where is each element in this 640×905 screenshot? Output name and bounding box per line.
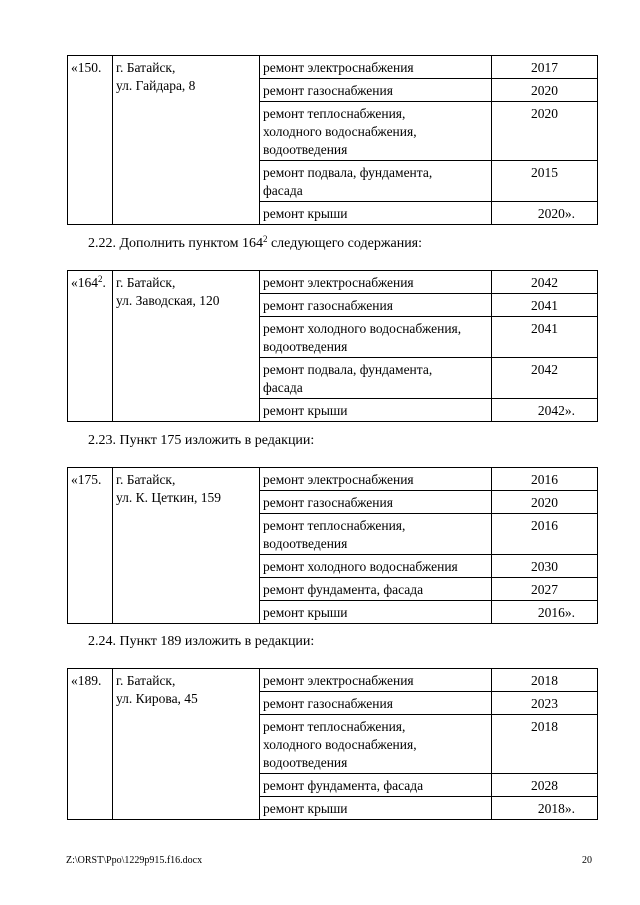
item-number: «$164^2$. xyxy=(68,271,113,422)
table-row xyxy=(68,271,598,294)
address-city: г. Батайск, xyxy=(116,60,176,75)
work-type: ремонт подвала, фундамента, фасада xyxy=(260,161,492,202)
work-type: ремонт газоснабжения xyxy=(260,491,492,514)
repair-year: 2018 xyxy=(492,715,598,774)
work-type: ремонт электроснабжения xyxy=(260,56,492,79)
address-cell xyxy=(113,271,260,422)
repair-year: 2020 xyxy=(492,102,598,161)
item-number: «189. xyxy=(68,669,113,820)
repair-year: 2020 xyxy=(492,79,598,102)
work-type: ремонт подвала, фундамента, фасада xyxy=(260,358,492,399)
footer-file-path: Z:\ORST\Ppo\1229p915.f16.docx xyxy=(66,855,203,866)
repair-year: 2042 xyxy=(492,271,598,294)
repair-table-175 xyxy=(67,467,598,624)
address-street: ул. Заводская, 120 xyxy=(116,293,220,308)
address-city: г. Батайск, xyxy=(116,275,176,290)
work-type: ремонт газоснабжения xyxy=(260,294,492,317)
address-street: ул. К. Цеткин, 159 xyxy=(116,490,222,505)
work-type: ремонт теплоснабжения, холодного водоснабжения, водоотведения xyxy=(260,102,492,161)
work-type: ремонт фундамента, фасада xyxy=(260,578,492,601)
work-type: ремонт теплоснабжения, водоотведения xyxy=(260,514,492,555)
work-type: ремонт электроснабжения xyxy=(260,669,492,692)
repair-year: 2018». xyxy=(492,797,598,820)
work-type: ремонт газоснабжения xyxy=(260,79,492,102)
repair-table-164-2 xyxy=(67,270,598,422)
paragraph-2-24: 2.24. Пункт 189 изложить в редакции: xyxy=(88,634,315,649)
table-row xyxy=(68,669,598,692)
repair-year: 2030 xyxy=(492,555,598,578)
repair-year: 2042 xyxy=(492,358,598,399)
repair-year: 2016 xyxy=(492,468,598,491)
table-row xyxy=(68,56,598,79)
work-type: ремонт крыши xyxy=(260,399,492,422)
paragraph-2-22: 2.22. Дополнить пунктом $164^2$ следующего содержания: xyxy=(88,234,423,251)
repair-year: 2015 xyxy=(492,161,598,202)
work-type: ремонт крыши xyxy=(260,601,492,624)
work-type: ремонт газоснабжения xyxy=(260,692,492,715)
paragraph-2-23: 2.23. Пункт 175 изложить в редакции: xyxy=(88,433,315,448)
repair-year: 2041 xyxy=(492,317,598,358)
repair-year: 2028 xyxy=(492,774,598,797)
table-row xyxy=(68,468,598,491)
repair-table-150 xyxy=(67,55,598,225)
item-number: «150. xyxy=(68,56,113,225)
address-cell xyxy=(113,669,260,820)
repair-year: 2042». xyxy=(492,399,598,422)
repair-table-189 xyxy=(67,668,598,820)
work-type: ремонт электроснабжения xyxy=(260,271,492,294)
work-type: ремонт электроснабжения xyxy=(260,468,492,491)
work-type: ремонт крыши xyxy=(260,202,492,225)
repair-year: 2016». xyxy=(492,601,598,624)
address-street: ул. Гайдара, 8 xyxy=(116,78,196,93)
item-number: «175. xyxy=(68,468,113,624)
work-type: ремонт теплоснабжения, холодного водоснабжения, водоотведения xyxy=(260,715,492,774)
repair-year: 2027 xyxy=(492,578,598,601)
work-type: ремонт крыши xyxy=(260,797,492,820)
address-cell xyxy=(113,468,260,624)
address-street: ул. Кирова, 45 xyxy=(116,691,198,706)
address-cell xyxy=(113,56,260,225)
repair-year: 2018 xyxy=(492,669,598,692)
work-type: ремонт фундамента, фасада xyxy=(260,774,492,797)
repair-year: 2023 xyxy=(492,692,598,715)
repair-year: 2020». xyxy=(492,202,598,225)
address-city: г. Батайск, xyxy=(116,472,176,487)
footer-page-number: 20 xyxy=(582,855,592,866)
repair-year: 2017 xyxy=(492,56,598,79)
repair-year: 2041 xyxy=(492,294,598,317)
address-city: г. Батайск, xyxy=(116,673,176,688)
repair-year: 2020 xyxy=(492,491,598,514)
work-type: ремонт холодного водоснабжения, водоотведения xyxy=(260,317,492,358)
repair-year: 2016 xyxy=(492,514,598,555)
work-type: ремонт холодного водоснабжения xyxy=(260,555,492,578)
